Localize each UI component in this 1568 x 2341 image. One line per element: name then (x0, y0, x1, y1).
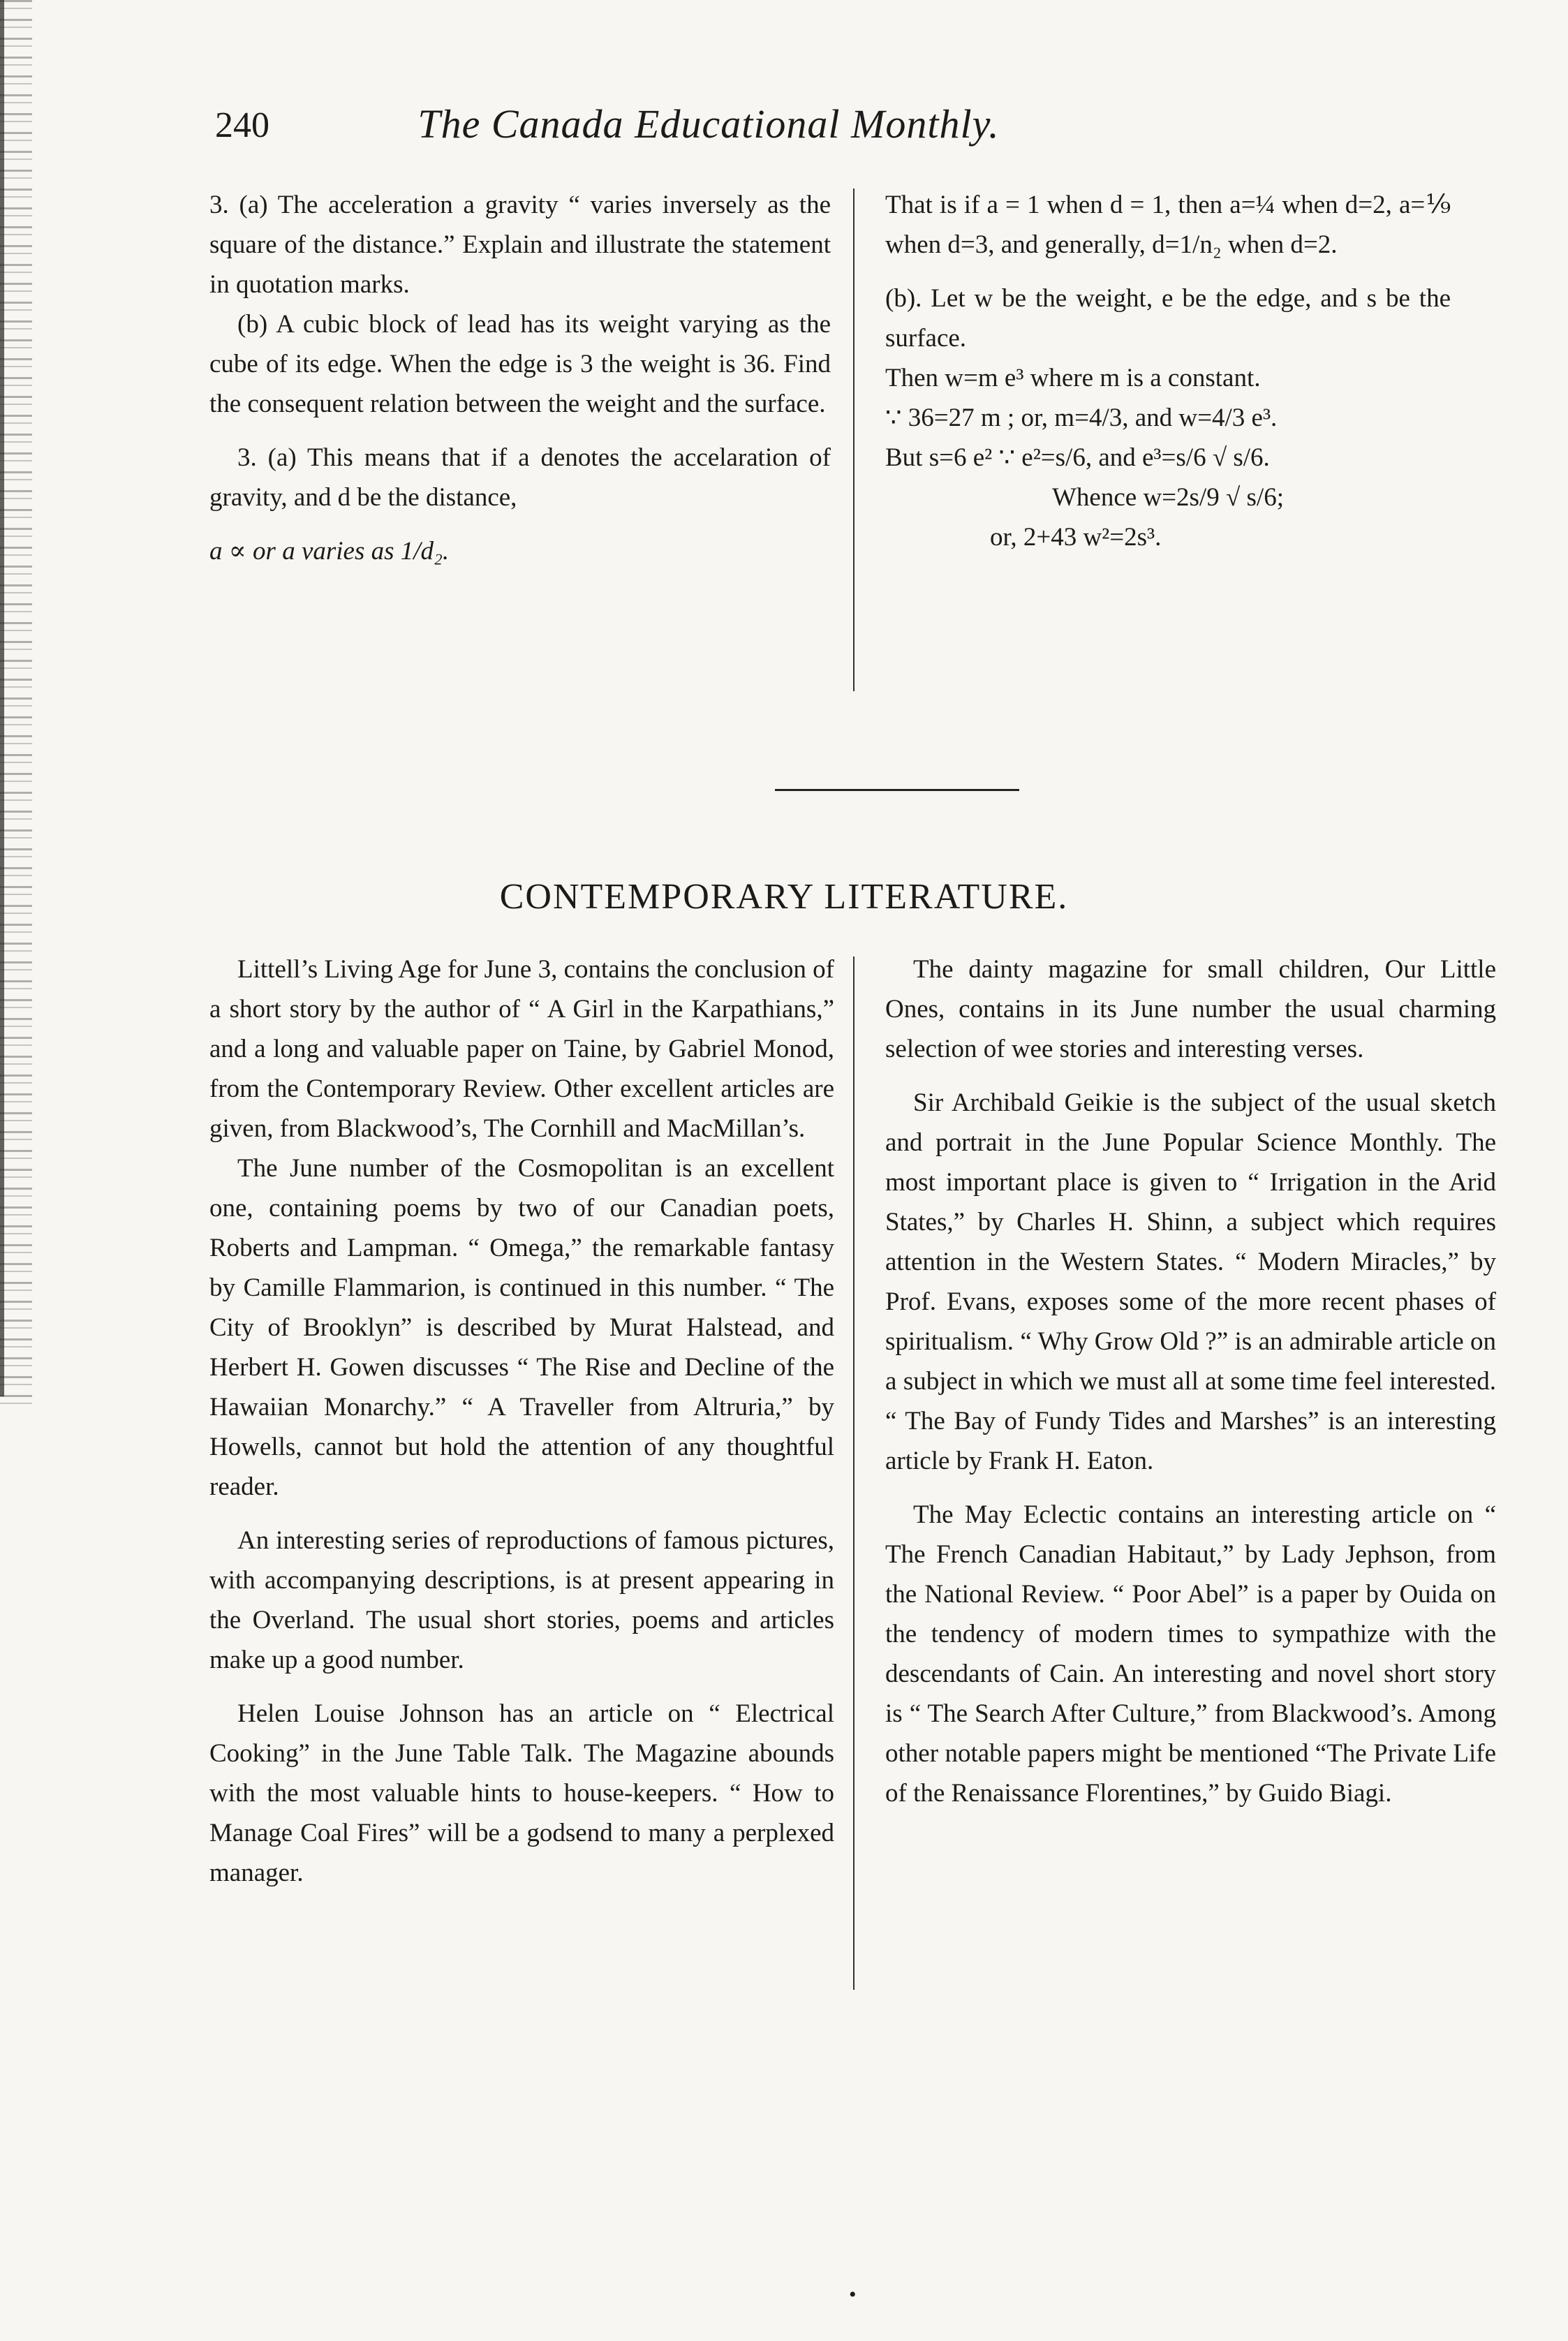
solution-3b-step4: Whence w=2s/9 √ s/6; (1052, 483, 1284, 512)
solution-3b-result: or, 2+43 w²=2s³. (990, 523, 1162, 552)
running-title: The Canada Educational Monthly. (417, 101, 1000, 147)
solution-3a-cont: That is if a = 1 when d = 1, then a=¼ when d=2, a=⅑ when d=3, and generally, d=1/n₂ when d=2. (885, 191, 1451, 259)
problem-3b: (b) A cubic block of lead has its weight varying as the cube of its edge. When the edge is 3 the weight is 36. Find the consequent relation between the weight and the surface. (209, 310, 831, 418)
literature-right-column (885, 950, 1496, 1813)
solution-3b-setup: (b). Let w be the weight, e be the edge, and s be the surface. (885, 284, 1451, 353)
column-divider-top (853, 189, 855, 691)
solution-3a-formula: a ∝ or a varies as 1/d₂. (209, 537, 450, 566)
littells-living-age-paragraph: Littell’s Living Age for June 3, contains the conclusion of a short story by the author of “ A Girl in the Karpathians,” and a long and valuable paper on Taine, by Gabriel Monod, from the Contemporary Review. Other excellent articles are given, from Blackwood’s, The Cornhill and MacMillan’s. (209, 955, 834, 1143)
literature-left-column (209, 950, 834, 1893)
section-separator (775, 789, 1019, 791)
eclectic-paragraph: The May Eclectic contains an interesting article on “ The French Canadian Habitaut,” by Lady Jephson, from the National Review. “ Poor Abel” is a paper by Ouida on the tendency of modern times to sympathize with the descendants of Cain. An interesting and novel short story is “ The Search After Culture,” from Blackwood’s. Among other notable papers might be mentioned “The Private Life of the Renaissance Florentines,” by Guido Biagi. (885, 1500, 1496, 1808)
problem-3a: 3. (a) The acceleration a gravity “ varies inversely as the square of the distance.” Explain and illustrate the statement in quotation marks. (209, 191, 831, 299)
scan-edge-shadow (0, 0, 4, 1396)
problems-right-column (885, 185, 1451, 557)
page-header (209, 101, 1208, 168)
our-little-ones-paragraph: The dainty magazine for small children, Our Little Ones, contains in its June number the usual charming selection of wee stories and interesting verses. (885, 955, 1496, 1063)
solution-3b-step2: ∵ 36=27 m ; or, m=4/3, and w=4/3 e³. (885, 404, 1278, 432)
problems-left-column (209, 185, 831, 571)
column-divider-bottom (853, 957, 855, 1990)
solution-3a-intro: 3. (a) This means that if a denotes the accelaration of gravity, and d be the distance, (209, 443, 831, 512)
overland-paragraph: An interesting series of reproductions of famous pictures, with accompanying descriptions, is at present appearing in the Overland. The usual short stories, poems and articles make up a good number. (209, 1526, 834, 1674)
page-number: 240 (215, 105, 269, 145)
solution-3b-step1: Then w=m e³ where m is a constant. (885, 364, 1261, 392)
cosmopolitan-paragraph: The June number of the Cosmopolitan is an excellent one, containing poems by two of our Canadian poets, Roberts and Lampman. “ Omega,” the remarkable fantasy by Camille Flammarion, is continued in this number. “ The City of Brooklyn” is described by Murat Halstead, and Herbert H. Gowen discusses “ The Rise and Decline of the Hawaiian Monarchy.” “ A Traveller from Altruria,” by Howells, cannot but hold the attention of any thoughtful reader. (209, 1154, 834, 1501)
scan-edge-artifact (0, 0, 32, 1410)
popular-science-paragraph: Sir Archibald Geikie is the subject of the usual sketch and portrait in the June Popular Science Monthly. The most important place is given to “ Irrigation in the Arid States,” by Charles H. Shinn, a subject which requires attention in the Western States. “ Modern Miracles,” by Prof. Evans, exposes some of the more recent phases of spiritualism. “ Why Grow Old ?” is an admirable article on a subject in which we must all at some time feel interested. “ The Bay of Fundy Tides and Marshes” is an interesting article by Frank H. Eaton. (885, 1088, 1496, 1475)
section-title: CONTEMPORARY LITERATURE. (499, 877, 1069, 917)
page-speck: • (849, 2283, 857, 2306)
table-talk-paragraph: Helen Louise Johnson has an article on “ Electrical Cooking” in the June Table Talk. The Magazine abounds with the most valuable hints to house-keepers. “ How to Manage Coal Fires” will be a godsend to many a perplexed manager. (209, 1699, 834, 1887)
solution-3b-step3: But s=6 e² ∵ e²=s/6, and e³=s/6 √ s/6. (885, 443, 1270, 472)
